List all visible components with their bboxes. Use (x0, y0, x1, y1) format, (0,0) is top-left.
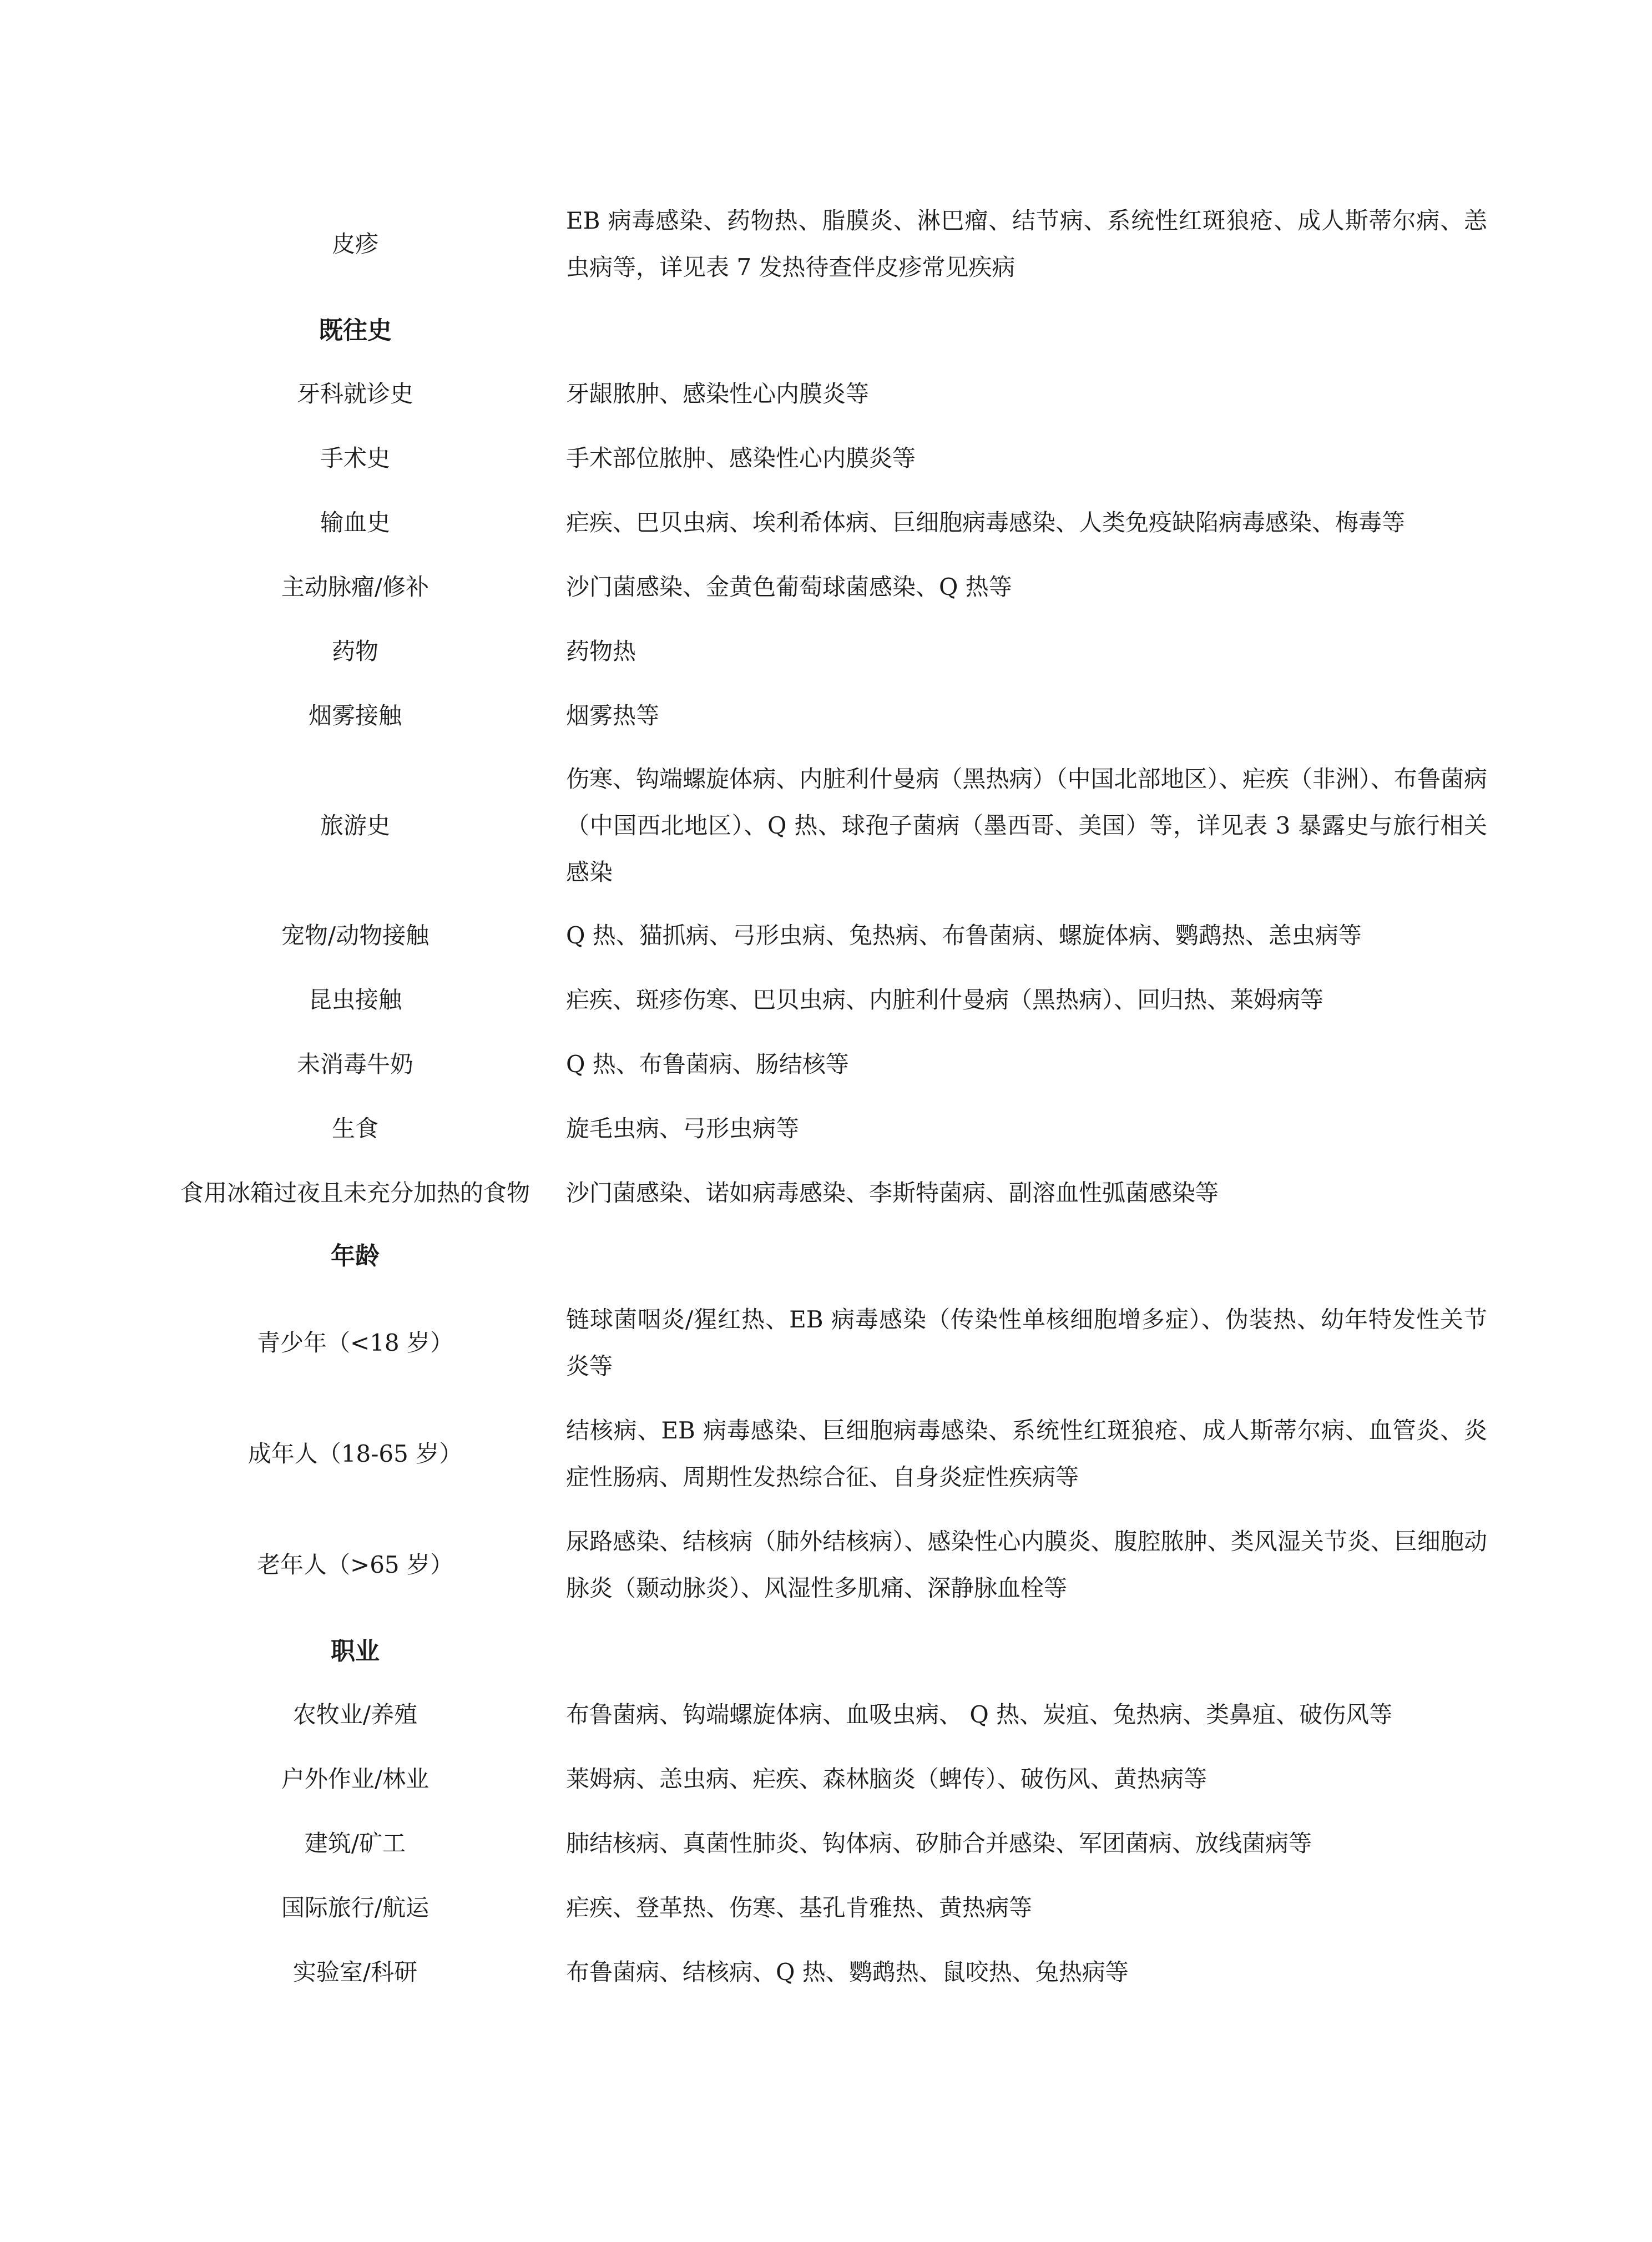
differential-table (155, 189, 1487, 2004)
row-text: 疟疾、斑疹伤寒、巴贝虫病、内脏利什曼病（黑热病）、回归热、莱姆病等 (566, 986, 1324, 1013)
row-text: Q 热、猫抓病、弓形虫病、兔热病、布鲁菌病、螺旋体病、鹦鹉热、恙虫病等 (566, 922, 1362, 949)
row-label: 农牧业/养殖 (292, 1701, 418, 1728)
table-row (155, 555, 1487, 619)
table-row (155, 619, 1487, 684)
row-label: 青少年（<18 岁） (257, 1329, 453, 1356)
row-text: 链球菌咽炎/猩红热、EB 病毒感染（传染性单核细胞增多症）、伪装热、幼年特发性关节炎等 (566, 1306, 1487, 1380)
row-text: 结核病、EB 病毒感染、巨细胞病毒感染、系统性红斑狼疮、成人斯蒂尔病、血管炎、炎症性肠病、周期性发热综合征、自身炎症性疾病等 (566, 1417, 1487, 1491)
section-title: 年龄 (331, 1242, 380, 1270)
row-label: 未消毒牛奶 (296, 1051, 413, 1078)
table-row (155, 903, 1487, 968)
row-label: 皮疹 (331, 230, 378, 257)
table-row (155, 1287, 1487, 1398)
table-row (155, 1032, 1487, 1097)
row-label: 输血史 (320, 509, 390, 536)
table-row (155, 1876, 1487, 1940)
row-label: 成年人（18-65 岁） (247, 1440, 463, 1467)
section-header (155, 300, 1487, 362)
row-text: 布鲁菌病、结核病、Q 热、鹦鹉热、鼠咬热、兔热病等 (566, 1958, 1129, 1986)
row-text: 肺结核病、真菌性肺炎、钩体病、矽肺合并感染、军团菌病、放线菌病等 (566, 1830, 1312, 1857)
row-label: 宠物/动物接触 (281, 922, 430, 949)
row-label: 烟雾接触 (308, 702, 402, 729)
table-row (155, 1097, 1487, 1161)
section-title: 既往史 (319, 316, 392, 345)
table-row (155, 1509, 1487, 1620)
table-row (155, 189, 1487, 300)
row-text: 沙门菌感染、诺如病毒感染、李斯特菌病、副溶血性弧菌感染等 (566, 1179, 1219, 1206)
section-header (155, 1620, 1487, 1683)
table-row (155, 1747, 1487, 1811)
table-row (155, 1161, 1487, 1225)
section-title: 职业 (331, 1637, 380, 1665)
row-text: 莱姆病、恙虫病、疟疾、森林脑炎（蜱传）、破伤风、黄热病等 (566, 1765, 1208, 1792)
row-text: 疟疾、巴贝虫病、埃利希体病、巨细胞病毒感染、人类免疫缺陷病毒感染、梅毒等 (566, 509, 1406, 536)
row-text: 牙龈脓肿、感染性心内膜炎等 (566, 380, 870, 407)
row-label: 实验室/科研 (292, 1958, 418, 1986)
table-row (155, 1683, 1487, 1747)
row-label: 牙科就诊史 (296, 380, 413, 407)
table-row (155, 426, 1487, 491)
row-label: 老年人（>65 岁） (257, 1551, 453, 1578)
row-text: 沙门菌感染、金黄色葡萄球菌感染、Q 热等 (566, 573, 1012, 600)
row-label: 旅游史 (320, 812, 390, 839)
row-label: 昆虫接触 (308, 986, 402, 1013)
row-text: 尿路感染、结核病（肺外结核病）、感染性心内膜炎、腹腔脓肿、类风湿关节炎、巨细胞动脉炎（颞动脉炎）、风湿性多肌痛、深静脉血栓等 (566, 1528, 1487, 1602)
row-text: 旋毛虫病、弓形虫病等 (566, 1115, 800, 1142)
table-row (155, 491, 1487, 555)
row-label: 手术史 (320, 445, 390, 472)
row-label: 药物 (331, 638, 378, 665)
row-text: 药物热 (566, 638, 636, 665)
table-row (155, 1398, 1487, 1509)
table-row (155, 1811, 1487, 1876)
row-label: 主动脉瘤/修补 (281, 573, 430, 600)
row-text: EB 病毒感染、药物热、脂膜炎、淋巴瘤、结节病、系统性红斑狼疮、成人斯蒂尔病、恙虫病等，详见表 7 发热待查伴皮疹常见疾病 (566, 207, 1487, 281)
table-row (155, 968, 1487, 1032)
row-label: 食用冰箱过夜且未充分加热的食物 (180, 1179, 530, 1206)
table-row (155, 748, 1487, 903)
row-label: 户外作业/林业 (281, 1765, 430, 1792)
row-text: 手术部位脓肿、感染性心内膜炎等 (566, 445, 916, 472)
row-label: 国际旅行/航运 (281, 1894, 430, 1921)
table-row (155, 362, 1487, 426)
table-row (155, 1940, 1487, 2004)
row-label: 生食 (331, 1115, 378, 1142)
row-text: 伤寒、钩端螺旋体病、内脏利什曼病（黑热病）（中国北部地区）、疟疾（非洲）、布鲁菌病（中国西北地区）、Q 热、球孢子菌病（墨西哥、美国）等，详见表 3 暴露史与旅行相关感染 (566, 765, 1487, 886)
row-text: 疟疾、登革热、伤寒、基孔肯雅热、黄热病等 (566, 1894, 1033, 1921)
row-text: 布鲁菌病、钩端螺旋体病、血吸虫病、 Q 热、炭疽、兔热病、类鼻疽、破伤风等 (566, 1701, 1393, 1728)
row-label: 建筑/矿工 (304, 1830, 406, 1857)
row-text: Q 热、布鲁菌病、肠结核等 (566, 1051, 849, 1078)
table-row (155, 684, 1487, 748)
row-text: 烟雾热等 (566, 702, 660, 729)
section-header (155, 1225, 1487, 1287)
